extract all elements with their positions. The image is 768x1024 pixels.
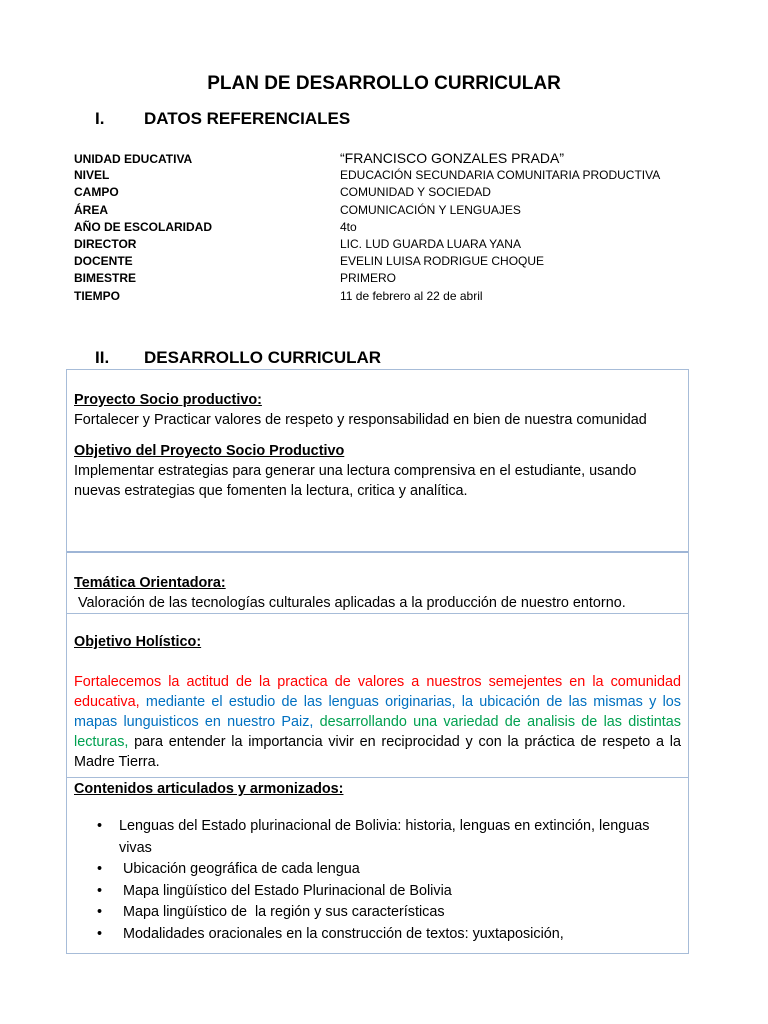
ref-row: [74, 253, 660, 270]
curriculum-table: [66, 369, 689, 954]
section-heading-datos: [95, 109, 350, 129]
list-item-text: Mapa lingüístico del Estado Plurinacional de Bolivia: [119, 882, 452, 899]
contenidos-heading: Contenidos articulados y armonizados:: [74, 781, 344, 797]
bullet-icon: •: [97, 861, 103, 878]
ref-value: LIC. LUD GUARDA LUARA YANA: [340, 236, 521, 251]
holistico-decidir: para entender la importancia vivir en reciprocidad y con la práctica de respeto a la Madre Tierra.: [74, 734, 681, 770]
holistico-text: [74, 672, 681, 772]
ref-value: 4to: [340, 219, 357, 234]
holistico-cell: [67, 614, 688, 778]
page-title: PLAN DE DESARROLLO CURRICULAR: [207, 73, 561, 94]
ref-row: [74, 167, 660, 184]
list-item: [74, 859, 681, 881]
list-item-text: Mapa lingüístico de la región y sus características: [119, 904, 445, 921]
ref-label: TIEMPO: [74, 288, 121, 303]
ref-label: UNIDAD EDUCATIVA: [74, 152, 193, 166]
list-item: [74, 881, 681, 903]
ref-label: CAMPO: [74, 185, 119, 200]
section-heading-desarrollo: [95, 348, 381, 368]
contenidos-list: [74, 816, 681, 946]
proyecto-cell: [67, 370, 688, 553]
ref-value: PRIMERO: [340, 271, 397, 286]
ref-row: [74, 184, 660, 201]
list-item-text: Ubicación geográfica de cada lengua: [119, 861, 360, 878]
bullet-icon: •: [97, 904, 103, 921]
ref-label: DOCENTE: [74, 254, 133, 269]
ref-row: [74, 288, 660, 305]
section-number: I.: [95, 109, 105, 128]
bullet-icon: •: [97, 882, 103, 899]
holistico-ser: Fortalecemos la actitud de la practica de valores a nuestros semejentes en la comunidad educativa,: [74, 674, 681, 710]
bullet-icon: •: [97, 925, 103, 942]
tematica-cell: [67, 553, 688, 614]
list-item-text: Modalidades oracionales en la construcción de textos: yuxtaposición,: [119, 925, 564, 942]
reference-data-table: [74, 150, 660, 305]
contenidos-cell: [67, 778, 688, 954]
list-item-text: Lenguas del Estado plurinacional de Bolivia: historia, lenguas en extinción, lenguas vivas: [119, 818, 650, 856]
ref-label: ÁREA: [74, 202, 109, 217]
ref-value: “FRANCISCO GONZALES PRADA”: [340, 150, 565, 166]
ref-value: 11 de febrero al 22 de abril: [340, 288, 483, 303]
objetivo-proyecto-heading: Objetivo del Proyecto Socio Productivo: [74, 443, 345, 459]
ref-row: [74, 202, 660, 219]
ref-label: NIVEL: [74, 168, 110, 183]
ref-label: BIMESTRE: [74, 271, 137, 286]
ref-label: AÑO DE ESCOLARIDAD: [74, 219, 213, 234]
list-item: [74, 924, 681, 946]
ref-value: EDUCACIÓN SECUNDARIA COMUNITARIA PRODUCTIVA: [340, 168, 661, 183]
proyecto-text: Fortalecer y Practicar valores de respeto y responsabilidad en bien de nuestra comunidad: [74, 412, 647, 428]
tematica-heading: Temática Orientadora:: [74, 575, 226, 591]
holistico-saber: mediante el estudio de las lenguas originarias, la ubicación de las mismas y los mapas lunguisticos en nuestro Paiz,: [74, 694, 681, 730]
ref-row: [74, 219, 660, 236]
ref-label: DIRECTOR: [74, 236, 137, 251]
proyecto-heading: Proyecto Socio productivo:: [74, 392, 262, 408]
holistico-hacer: desarrollando una variedad de analisis de las distintas lecturas,: [74, 714, 682, 750]
section-label: DESARROLLO CURRICULAR: [144, 348, 382, 367]
ref-row: [74, 150, 660, 167]
ref-row: [74, 270, 660, 287]
section-label: DATOS REFERENCIALES: [144, 109, 351, 128]
ref-value: COMUNIDAD Y SOCIEDAD: [340, 185, 491, 200]
bullet-icon: •: [97, 818, 103, 834]
section-number: II.: [95, 348, 110, 367]
tematica-text: Valoración de las tecnologías culturales aplicadas a la producción de nuestro entorno.: [74, 595, 626, 611]
ref-value: EVELIN LUISA RODRIGUE CHOQUE: [340, 254, 545, 269]
holistico-heading: Objetivo Holístico:: [74, 634, 202, 650]
list-item: [74, 902, 681, 924]
ref-value: COMUNICACIÓN Y LENGUAJES: [340, 202, 521, 217]
list-item: [74, 816, 681, 859]
ref-row: [74, 236, 660, 253]
objetivo-proyecto-text: Implementar estrategias para generar una lectura comprensiva en el estudiante, usando nuevas estrategias que fomenten la lectura, critica y analítica.: [74, 463, 637, 499]
